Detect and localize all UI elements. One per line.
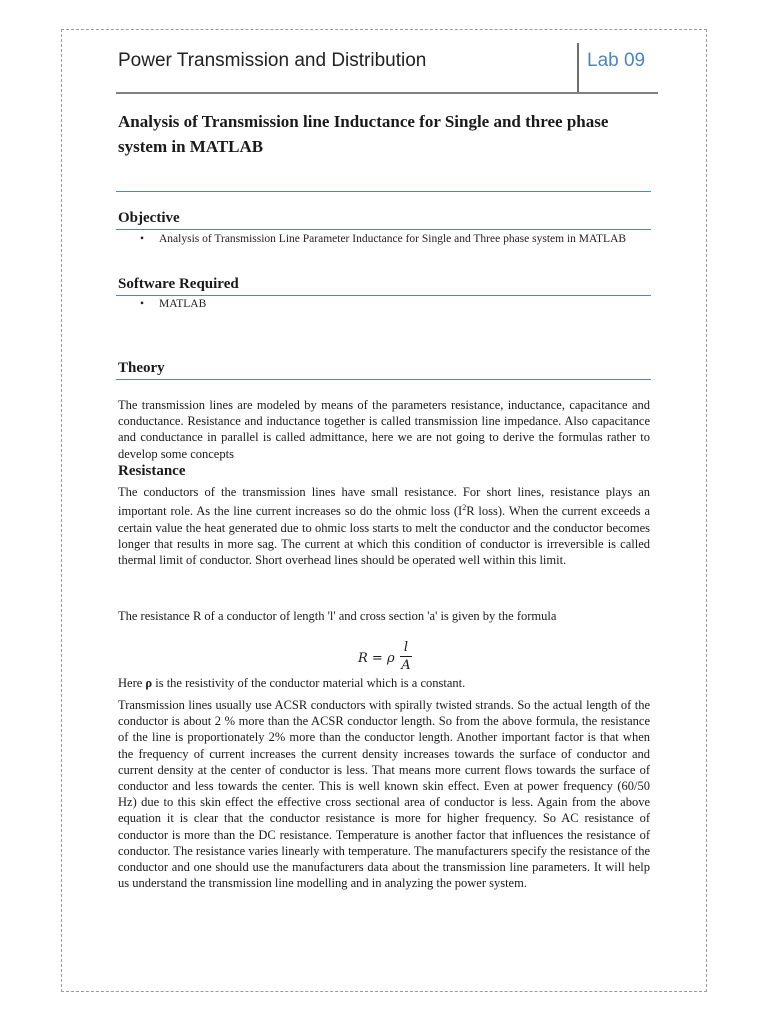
theory-intro-paragraph: The transmission lines are modeled by means of the parameters resistance, inductance, capacitance and conductance. Resistance and inductance together is called transmission line impedance. Also capacitance and conductance in parallel is called admittance, here we are not going to derive the formulas rather to develop some concepts bbox=[118, 398, 650, 461]
resistance-paragraph-3: Transmission lines usually use ACSR conductors with spirally twisted strands. So the actual length of the conductor is about 2 % more than the ACSR conductor length. So from the above formula, the resistance of the line is proportionately 2% more than the conductor length. Another important factor is that when the frequency of current increases the current density increases towards the surface of conductor and current density at the center of conductor is less. That means more current flows towards the surface of conductor and less towards the center. This is well known skin effect. Even at power frequency (60/50 Hz) due to this skin effect the effective cross sectional area of conductor is less. Again from the above equation it is clear that the conductor resistance is more for higher frequency. So AC resistance of conductor is more than the DC resistance. Temperature is another factor that influences the resistance of conductor. The resistance varies linearly with temperature. The manufacturers specify the resistance of the conductor and one should use the manufacturers data about the transmission line parameters. It will help us understand the transmission line modelling and in analyzing the power system. bbox=[118, 698, 650, 891]
resistance-p1-start: The conductors of the transmission lines have small resistance. For short lines, resistance plays an important role. As the line current increases so do the ohmic loss (I bbox=[118, 485, 650, 519]
theory-heading: Theory bbox=[118, 360, 165, 376]
header-course-title: Power Transmission and Distribution bbox=[118, 50, 427, 71]
software-item-text: MATLAB bbox=[159, 298, 207, 310]
superscript-two: 2 bbox=[462, 503, 467, 513]
software-rule bbox=[116, 295, 651, 296]
resistance-heading: Resistance bbox=[118, 463, 186, 479]
resistance-paragraph-1 bbox=[118, 484, 650, 568]
theory-rule bbox=[116, 379, 651, 380]
formula-numerator: l bbox=[403, 640, 409, 655]
header-divider bbox=[577, 43, 579, 93]
title-rule bbox=[116, 191, 651, 192]
fraction-bar bbox=[400, 656, 412, 657]
rho-symbol: ρ bbox=[145, 676, 153, 690]
resistivity-note bbox=[118, 675, 650, 691]
software-heading: Software Required bbox=[118, 276, 239, 292]
resistance-paragraph-2: The resistance R of a conductor of length 'l' and cross section 'a' is given by the formula bbox=[118, 609, 557, 623]
document-title: Analysis of Transmission line Inductance for Single and three phase system in MATLAB bbox=[118, 112, 609, 156]
resistivity-note-start: Here bbox=[118, 676, 146, 690]
bullet-icon: • bbox=[140, 298, 145, 310]
resistivity-note-end: is the resistivity of the conductor material which is a constant. bbox=[152, 676, 466, 690]
resistance-p1-end: R loss). When the current exceeds a certain value the heat generated due to ohmic loss starts to melt the conductor and the conductor becomes longer that results in more sag. The current at which this condition of conductor is irreversible is called thermal limit of conductor. Short overhead lines should be operated well within this limit. bbox=[118, 504, 650, 567]
objective-item-text: Analysis of Transmission Line Parameter Inductance for Single and Three phase system in MATLAB bbox=[159, 233, 627, 245]
header-lab-number: Lab 09 bbox=[587, 50, 646, 71]
header-rule bbox=[116, 92, 658, 94]
objective-rule bbox=[116, 229, 651, 230]
formula-denominator: A bbox=[401, 658, 411, 673]
formula-fraction bbox=[400, 640, 412, 673]
formula-lhs: R = ρ bbox=[358, 651, 395, 666]
objective-heading: Objective bbox=[118, 210, 180, 226]
bullet-icon: • bbox=[140, 233, 145, 245]
